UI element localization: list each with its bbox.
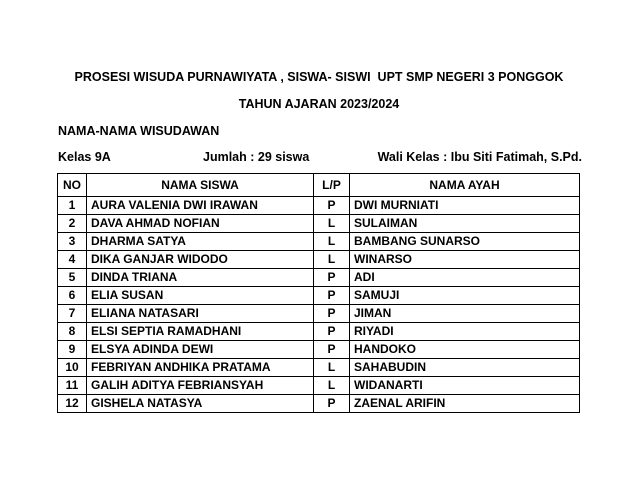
cell-no: 5 — [58, 269, 87, 287]
cell-nama-ayah: JIMAN — [350, 305, 580, 323]
cell-nama-siswa: DAVA AHMAD NOFIAN — [87, 215, 314, 233]
cell-no: 10 — [58, 359, 87, 377]
cell-lp: L — [314, 359, 350, 377]
cell-nama-ayah: ZAENAL ARIFIN — [350, 395, 580, 413]
cell-lp: P — [314, 305, 350, 323]
table-row — [58, 305, 580, 323]
document-title: PROSESI WISUDA PURNAWIYATA , SISWA- SISWI UPT SMP NEGERI 3 PONGGOK — [74, 70, 564, 84]
table-row — [58, 215, 580, 233]
section-title: NAMA-NAMA WISUDAWAN — [58, 124, 220, 138]
academic-year: TAHUN AJARAN 2023/2024 — [238, 97, 400, 111]
table-row — [58, 395, 580, 413]
cell-nama-siswa: ELSI SEPTIA RAMADHANI — [87, 323, 314, 341]
cell-lp: L — [314, 215, 350, 233]
table-row — [58, 287, 580, 305]
cell-no: 3 — [58, 233, 87, 251]
cell-nama-siswa: ELIA SUSAN — [87, 287, 314, 305]
table-row — [58, 233, 580, 251]
cell-lp: L — [314, 233, 350, 251]
cell-nama-ayah: SAMUJI — [350, 287, 580, 305]
header-nama-siswa: NAMA SISWA — [87, 174, 314, 197]
cell-no: 1 — [58, 197, 87, 215]
cell-nama-ayah: DWI MURNIATI — [350, 197, 580, 215]
cell-nama-siswa: DIKA GANJAR WIDODO — [87, 251, 314, 269]
cell-lp: L — [314, 251, 350, 269]
cell-no: 8 — [58, 323, 87, 341]
header-nama-ayah: NAMA AYAH — [350, 174, 580, 197]
cell-nama-ayah: SULAIMAN — [350, 215, 580, 233]
class-label: Kelas 9A — [58, 150, 111, 164]
cell-nama-ayah: ADI — [350, 269, 580, 287]
cell-lp: P — [314, 269, 350, 287]
cell-lp: P — [314, 197, 350, 215]
cell-no: 4 — [58, 251, 87, 269]
cell-no: 2 — [58, 215, 87, 233]
cell-nama-ayah: RIYADI — [350, 323, 580, 341]
cell-lp: P — [314, 323, 350, 341]
cell-no: 11 — [58, 377, 87, 395]
cell-lp: P — [314, 341, 350, 359]
header-no: NO — [58, 174, 87, 197]
cell-nama-siswa: DHARMA SATYA — [87, 233, 314, 251]
table-row — [58, 251, 580, 269]
student-count: Jumlah : 29 siswa — [203, 150, 310, 164]
table-header-row — [58, 174, 580, 197]
cell-nama-ayah: SAHABUDIN — [350, 359, 580, 377]
cell-no: 12 — [58, 395, 87, 413]
cell-nama-siswa: GISHELA NATASYA — [87, 395, 314, 413]
cell-nama-siswa: DINDA TRIANA — [87, 269, 314, 287]
cell-nama-siswa: ELSYA ADINDA DEWI — [87, 341, 314, 359]
cell-nama-siswa: FEBRIYAN ANDHIKA PRATAMA — [87, 359, 314, 377]
cell-nama-ayah: WINARSO — [350, 251, 580, 269]
cell-nama-siswa: GALIH ADITYA FEBRIANSYAH — [87, 377, 314, 395]
cell-nama-ayah: BAMBANG SUNARSO — [350, 233, 580, 251]
table-row — [58, 341, 580, 359]
table-row — [58, 359, 580, 377]
table-row — [58, 323, 580, 341]
table-row — [58, 269, 580, 287]
cell-no: 9 — [58, 341, 87, 359]
graduates-table — [57, 173, 580, 413]
table-row — [58, 377, 580, 395]
header-lp: L/P — [314, 174, 350, 197]
cell-no: 7 — [58, 305, 87, 323]
cell-nama-ayah: WIDANARTI — [350, 377, 580, 395]
cell-nama-siswa: AURA VALENIA DWI IRAWAN — [87, 197, 314, 215]
cell-nama-siswa: ELIANA NATASARI — [87, 305, 314, 323]
cell-nama-ayah: HANDOKO — [350, 341, 580, 359]
cell-no: 6 — [58, 287, 87, 305]
cell-lp: L — [314, 377, 350, 395]
cell-lp: P — [314, 287, 350, 305]
homeroom-teacher: Wali Kelas : Ibu Siti Fatimah, S.Pd. — [377, 150, 582, 164]
cell-lp: P — [314, 395, 350, 413]
table-row — [58, 197, 580, 215]
